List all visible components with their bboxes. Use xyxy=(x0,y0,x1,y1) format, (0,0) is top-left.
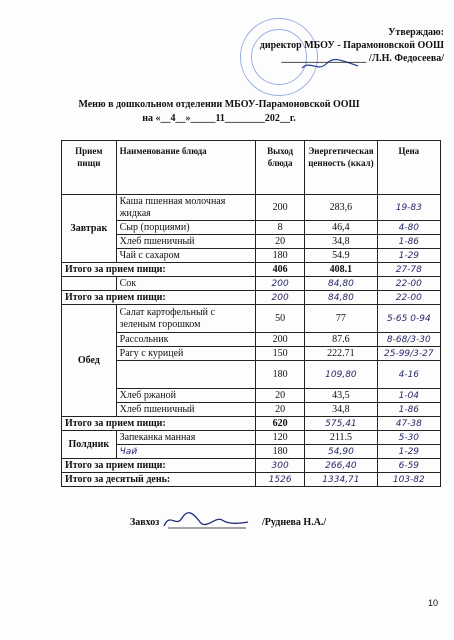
yield-cell: 200 xyxy=(256,291,305,305)
page-number: 10 xyxy=(428,598,439,608)
price-cell: 22-00 xyxy=(377,291,440,305)
price-cell: 1-86 xyxy=(377,235,440,249)
table-row xyxy=(62,305,441,333)
dish-cell: Хлеб пшеничный xyxy=(116,403,255,417)
energy-cell: 87.6 xyxy=(305,333,377,347)
price-cell: 22-00 xyxy=(377,277,440,291)
total-row xyxy=(62,291,441,305)
menu-date: на «__4__»_____11________202__г. xyxy=(142,113,296,124)
energy-cell: 222.71 xyxy=(305,347,377,361)
header-meal: Прием пищи xyxy=(62,141,117,195)
yield-cell: 620 xyxy=(256,417,305,431)
approval-line-3: _________________ /Л.Н. Федосеева/ xyxy=(281,53,444,64)
table-row xyxy=(62,277,441,291)
zavhoz-name: /Руднева Н.А./ xyxy=(262,517,327,528)
table-row xyxy=(62,195,441,221)
total-label: Итого за прием пищи: xyxy=(62,291,256,305)
price-cell: 8-68/3-30 xyxy=(377,333,440,347)
total-row xyxy=(62,263,441,277)
meal-cell: Полдник xyxy=(62,431,117,459)
dish-cell: Сок xyxy=(116,277,255,291)
dish-cell: Каша пшенная молочная жидкая xyxy=(116,195,255,221)
header-dish: Наименование блюда xyxy=(116,141,255,195)
energy-cell: 54,90 xyxy=(305,445,377,459)
energy-cell: 34,8 xyxy=(305,403,377,417)
price-cell: 1-86 xyxy=(377,403,440,417)
price-cell: 47-38 xyxy=(377,417,440,431)
menu-table xyxy=(61,140,441,487)
yield-cell: 8 xyxy=(256,221,305,235)
table-row xyxy=(62,431,441,445)
energy-cell: 266,40 xyxy=(305,459,377,473)
yield-cell: 300 xyxy=(256,459,305,473)
total-label: Итого за десятый день: xyxy=(62,473,256,487)
yield-cell: 120 xyxy=(256,431,305,445)
energy-cell: 77 xyxy=(305,305,377,333)
dish-cell xyxy=(116,361,255,389)
table-row xyxy=(62,403,441,417)
approval-line-1: Утверждаю: xyxy=(388,27,444,38)
meal-cell: Обед xyxy=(62,305,117,417)
energy-cell: 43,5 xyxy=(305,389,377,403)
energy-cell: 84,80 xyxy=(305,291,377,305)
yield-cell: 1526 xyxy=(256,473,305,487)
price-cell: 25-99/3-27 xyxy=(377,347,440,361)
yield-cell: 180 xyxy=(256,249,305,263)
yield-cell: 180 xyxy=(256,445,305,459)
yield-cell: 200 xyxy=(256,195,305,221)
price-cell: 1-29 xyxy=(377,445,440,459)
yield-cell: 200 xyxy=(256,277,305,291)
price-cell: 19-83 xyxy=(377,195,440,221)
meal-cell: Завтрак xyxy=(62,195,117,263)
header-energy: Энергетическая ценность (ккал) xyxy=(305,141,377,195)
yield-cell: 406 xyxy=(256,263,305,277)
yield-cell: 50 xyxy=(256,305,305,333)
header-price: Цена xyxy=(377,141,440,195)
dish-cell: Рагу с курицей xyxy=(116,347,255,361)
dish-cell: Чай xyxy=(116,445,255,459)
total-row xyxy=(62,473,441,487)
energy-cell: 46,4 xyxy=(305,221,377,235)
total-row xyxy=(62,417,441,431)
price-cell: 103-82 xyxy=(377,473,440,487)
table-row xyxy=(62,347,441,361)
price-cell: 5-65 0-94 xyxy=(377,305,440,333)
price-cell: 4-80 xyxy=(377,221,440,235)
approval-line-2: директор МБОУ - Парамоновской ООШ xyxy=(259,40,444,51)
table-row xyxy=(62,389,441,403)
table-row xyxy=(62,221,441,235)
yield-cell: 20 xyxy=(256,235,305,249)
energy-cell: 54.9 xyxy=(305,249,377,263)
yield-cell: 150 xyxy=(256,347,305,361)
energy-cell: 408.1 xyxy=(305,263,377,277)
table-row xyxy=(62,235,441,249)
dish-cell: Чай с сахаром xyxy=(116,249,255,263)
table-row xyxy=(62,333,441,347)
dish-cell: Хлеб ржаной xyxy=(116,389,255,403)
energy-cell: 283,6 xyxy=(305,195,377,221)
energy-cell: 34,8 xyxy=(305,235,377,249)
yield-cell: 20 xyxy=(256,403,305,417)
table-row xyxy=(62,249,441,263)
energy-cell: 109,80 xyxy=(305,361,377,389)
price-cell: 6-59 xyxy=(377,459,440,473)
yield-cell: 20 xyxy=(256,389,305,403)
energy-cell: 211.5 xyxy=(305,431,377,445)
dish-cell: Сыр (порциями) xyxy=(116,221,255,235)
dish-cell: Салат картофельный с зеленым горошком xyxy=(116,305,255,333)
price-cell: 27-78 xyxy=(377,263,440,277)
total-row xyxy=(62,459,441,473)
energy-cell: 575,41 xyxy=(305,417,377,431)
dish-cell: Хлеб пшеничный xyxy=(116,235,255,249)
price-cell: 5-30 xyxy=(377,431,440,445)
yield-cell: 200 xyxy=(256,333,305,347)
price-cell: 4-16 xyxy=(377,361,440,389)
header-yield: Выход блюда xyxy=(256,141,305,195)
energy-cell: 84,80 xyxy=(305,277,377,291)
total-label: Итого за прием пищи: xyxy=(62,417,256,431)
price-cell: 1-29 xyxy=(377,249,440,263)
energy-cell: 1334,71 xyxy=(305,473,377,487)
table-row xyxy=(62,445,441,459)
approval-block xyxy=(260,26,444,65)
menu-title: Меню в дошкольном отделении МБОУ-Парамоновской ООШ xyxy=(78,99,360,110)
total-label: Итого за прием пищи: xyxy=(62,459,256,473)
dish-cell: Запеканка манная xyxy=(116,431,255,445)
zavhoz-signature xyxy=(160,510,250,530)
table-header-row xyxy=(62,141,441,195)
yield-cell: 180 xyxy=(256,361,305,389)
zavhoz-label: Завхоз xyxy=(130,517,160,528)
dish-cell: Рассольник xyxy=(116,333,255,347)
total-label: Итого за прием пищи: xyxy=(62,263,256,277)
table-row xyxy=(62,361,441,389)
price-cell: 1-04 xyxy=(377,389,440,403)
